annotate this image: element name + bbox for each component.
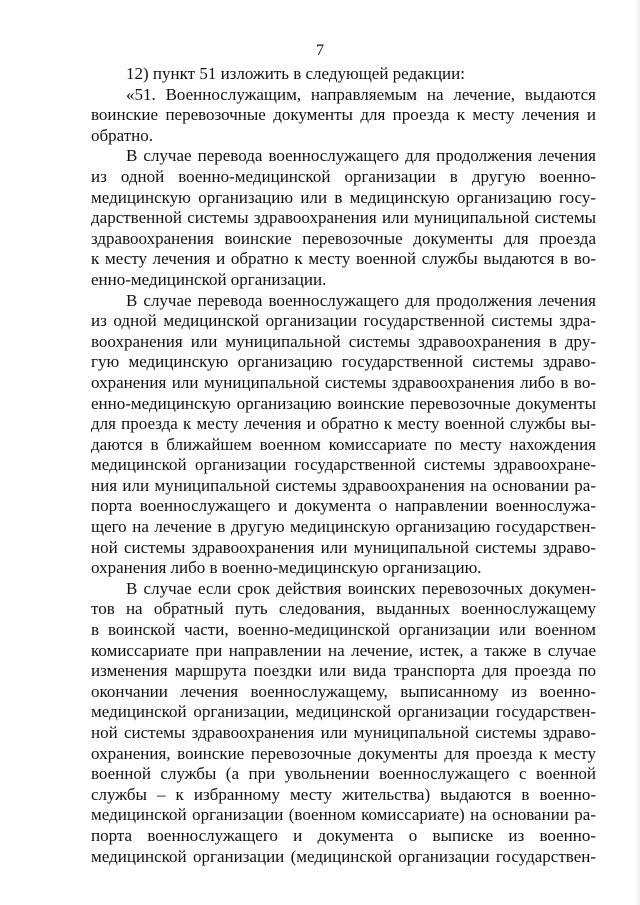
paragraph-amendment: [91, 64, 596, 85]
text-line: порта военнослужащего и документа о выписке из военно-: [91, 825, 596, 845]
text-line: охранения, воинские перевозочные документы для проезда к месту: [91, 743, 596, 763]
text-line: медицинской организации (военном комиссариате) на основании ра-: [91, 805, 596, 825]
text-line: В случае перевода военнослужащего для продолжения лечения: [126, 290, 596, 310]
page-number: 7: [316, 42, 324, 59]
text-line: комиссариате при направлении на лечение, истек, а также в случае: [91, 640, 596, 660]
text-line: ния или муниципальной системы здравоохранения на основании ра-: [91, 475, 596, 495]
text-line: воинские перевозочные документы для проезда к месту лечения и: [91, 105, 596, 125]
text-line: к месту лечения и обратно к месту военной службы выдаются в во-: [91, 249, 596, 269]
text-line: медицинской организации государственной системы здравоохране-: [91, 455, 596, 475]
paragraph-transfer-military-medical: [91, 146, 596, 290]
text-line: щего на лечение в другую медицинскую организацию государствен-: [91, 517, 596, 537]
document-body: [91, 64, 596, 867]
text-line: охранения или муниципальной системы здравоохранения либо в во-: [91, 372, 596, 392]
text-line: тов на обратный путь следования, выданных военнослужащему: [91, 599, 596, 619]
text-line: из одной военно-медицинской организации в другую военно-: [91, 166, 596, 186]
paragraph-expired-documents: [91, 579, 596, 867]
text-line: гую медицинскую организацию государственной системы здраво-: [91, 352, 596, 372]
text-line: обратно.: [91, 125, 154, 145]
text-line: изменения маршрута поездки или вида транспорта для проезда по: [91, 661, 596, 681]
text-line: ной системы здравоохранения или муниципальной системы здраво-: [91, 723, 596, 742]
text-line: окончании лечения военнослужащему, выписанному из военно-: [91, 681, 596, 701]
text-line: даются в ближайшем военном комиссариате по месту нахождения: [91, 434, 596, 454]
text-line: ной системы здравоохранения или муниципальной системы здраво-: [91, 537, 596, 557]
text-line: охранения либо в военно-медицинскую организацию.: [91, 558, 482, 578]
text-line: енно-медицинскую организацию воинские перевозочные документы: [91, 393, 596, 413]
text-line: медицинской организации (медицинской организации государствен-: [91, 846, 596, 866]
text-line: порта военнослужащего и документа о направлении военнослужа-: [91, 496, 596, 516]
text-line: из одной медицинской организации государственной системы здра-: [91, 311, 596, 331]
paragraph-transfer-state-medical: [91, 291, 596, 579]
text-line: В случае если срок действия воинских перевозочных докумен-: [126, 578, 596, 598]
text-line: енно-медицинской организации.: [91, 269, 327, 289]
text-line: службы – к избранному месту жительства) выдаются в военно-: [91, 784, 596, 804]
text-line: воохранения или муниципальной системы здравоохранения в дру-: [91, 331, 596, 351]
text-line: 12) пункт 51 изложить в следующей редакции:: [126, 64, 465, 83]
text-line: медицинскую организацию или в медицинскую организацию госу-: [91, 187, 596, 207]
text-line: здравоохранения воинские перевозочные документы для проезда: [91, 228, 596, 248]
text-line: В случае перевода военнослужащего для продолжения лечения: [126, 146, 596, 166]
text-line: для проезда к месту лечения и обратно к месту военной службы вы-: [91, 414, 596, 434]
text-line: «51. Военнослужащим, направляемым на лечение, выдаются: [126, 84, 596, 104]
text-line: военной службы (а при увольнении военнослужащего с военной: [91, 764, 596, 784]
paragraph-item-51: [91, 85, 596, 147]
page-edge-shadow: [634, 0, 640, 905]
text-line: дарственной системы здравоохранения или муниципальной системы: [91, 208, 596, 228]
text-line: медицинской организации, медицинской организации государствен-: [91, 702, 596, 722]
text-line: в воинской части, военно-медицинской организации или военном: [91, 620, 596, 640]
